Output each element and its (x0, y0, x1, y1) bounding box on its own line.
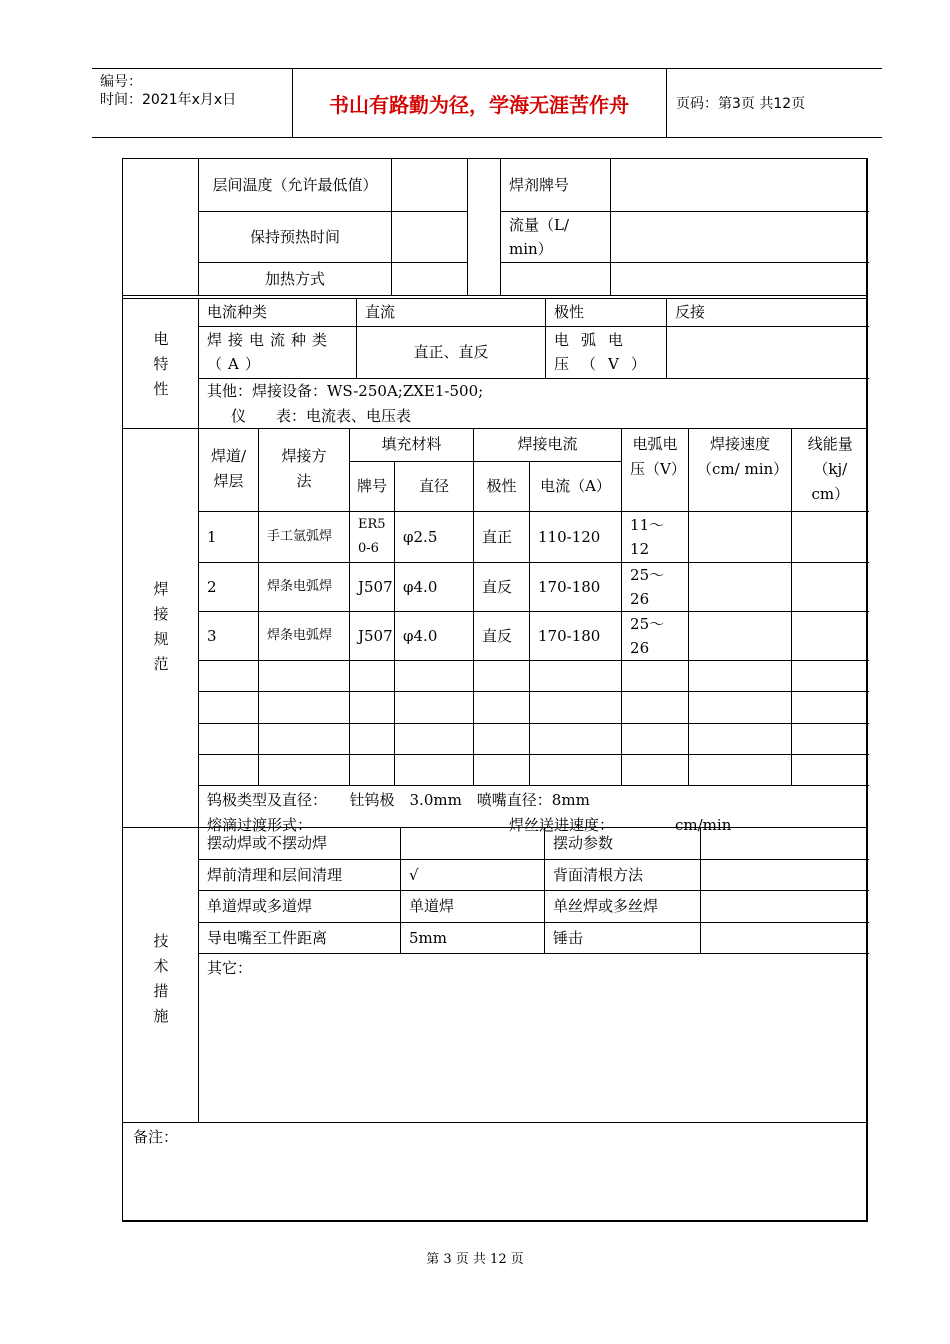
current-cell: 170-180 (530, 611, 622, 660)
flow-rate-label: 流量（L/ min） (501, 211, 611, 262)
table-row (199, 660, 869, 691)
empty-cell[interactable] (474, 660, 530, 691)
hold-preheat-label: 保持预热时间 (199, 211, 392, 262)
back-gouge-value[interactable] (701, 859, 869, 890)
empty-cell[interactable] (530, 723, 622, 754)
empty-cell[interactable] (259, 754, 350, 785)
procedure-label: 焊接规范 (153, 580, 169, 673)
polarity-cell: 直反 (474, 562, 530, 611)
electrical-label: 电特性 (153, 330, 169, 398)
heat-input-cell[interactable] (792, 511, 869, 562)
empty-cell[interactable] (395, 754, 474, 785)
technique-other-label: 其它： (207, 958, 253, 977)
table-row (199, 691, 869, 723)
preheat-table (198, 159, 869, 296)
hammering-label: 锤击 (545, 922, 701, 953)
method-header: 焊接方法 (259, 428, 350, 511)
empty-cell[interactable] (259, 723, 350, 754)
transfer-label: 熔滴过渡形式： (207, 815, 313, 834)
tungsten-line: 钨极类型及直径： 钍钨极 3.0mm 喷嘴直径：8mm (207, 790, 590, 809)
empty-cell[interactable] (530, 660, 622, 691)
wire-speed-label: 焊丝送进速度： (509, 815, 615, 834)
wire-count-value[interactable] (701, 890, 869, 922)
heat-input-cell[interactable] (792, 611, 869, 660)
flow-rate-value[interactable] (611, 211, 869, 262)
empty-cell[interactable] (689, 754, 792, 785)
voltage-cell: 25～26 (622, 562, 689, 611)
empty-cell[interactable] (350, 723, 395, 754)
time-label: 时间：2021年x月x日 (100, 92, 237, 108)
header-meta (100, 73, 236, 109)
polarity-header: 极性 (474, 461, 530, 511)
brand-cell: J507 (350, 611, 395, 660)
empty-cell[interactable] (689, 691, 792, 723)
empty-cell[interactable] (792, 660, 869, 691)
cleaning-value: √ (401, 859, 545, 890)
technique-other[interactable] (199, 953, 869, 1122)
speed-cell[interactable] (689, 611, 792, 660)
empty-cell[interactable] (395, 660, 474, 691)
empty-cell[interactable] (474, 754, 530, 785)
flux-brand-value[interactable] (611, 159, 869, 211)
polarity-label: 极性 (546, 298, 667, 326)
speed-cell[interactable] (689, 511, 792, 562)
table-row (199, 723, 869, 754)
pass-header: 焊道/焊层 (199, 428, 259, 511)
empty-cell[interactable] (622, 723, 689, 754)
empty-cell[interactable] (199, 660, 259, 691)
table-row (199, 611, 869, 660)
diameter-cell: φ4.0 (395, 611, 474, 660)
remarks-label: 备注： (133, 1128, 179, 1146)
technique-table (198, 827, 869, 1122)
brand-header: 牌号 (350, 461, 395, 511)
cleaning-label: 焊前清理和层间清理 (199, 859, 401, 890)
current-type-value: 直流 (357, 298, 546, 326)
weave-label: 摆动焊或不摆动焊 (199, 827, 401, 859)
weave-params-value[interactable] (701, 827, 869, 859)
header-motto: 书山有路勤为径，学海无涯苦作舟 (329, 92, 629, 117)
empty-cell[interactable] (259, 660, 350, 691)
single-multi-value: 单道焊 (401, 890, 545, 922)
voltage-cell: 25～26 (622, 611, 689, 660)
weld-current-label: 焊接电流种类（A） (199, 326, 357, 378)
polarity-cell: 直正 (474, 511, 530, 562)
gap-cell (468, 159, 501, 296)
wire-count-label: 单丝焊或多丝焊 (545, 890, 701, 922)
table-row (199, 562, 869, 611)
empty-cell[interactable] (350, 754, 395, 785)
electrical-table (198, 298, 869, 429)
empty-cell[interactable] (689, 660, 792, 691)
number-label: 编号： (100, 74, 142, 90)
weave-value[interactable] (401, 827, 545, 859)
empty-cell[interactable] (199, 691, 259, 723)
empty-cell[interactable] (474, 691, 530, 723)
speed-cell[interactable] (689, 562, 792, 611)
method-cell: 焊条电弧焊 (259, 611, 350, 660)
current-cell: 170-180 (530, 562, 622, 611)
weld-current-header: 焊接电流 (474, 428, 622, 461)
interpass-temp-label: 层间温度（允许最低值） (199, 159, 392, 211)
empty-cell[interactable] (474, 723, 530, 754)
pass-cell: 3 (199, 611, 259, 660)
meter-line: 仪 表：电流表、电压表 (231, 406, 412, 425)
hammering-value[interactable] (701, 922, 869, 953)
empty-cell[interactable] (350, 660, 395, 691)
heat-input-header: 线能量（kj/ cm） (792, 428, 869, 511)
diameter-cell: φ2.5 (395, 511, 474, 562)
diameter-cell: φ4.0 (395, 562, 474, 611)
pass-cell: 1 (199, 511, 259, 562)
polarity-cell: 直反 (474, 611, 530, 660)
ctwd-value: 5mm (401, 922, 545, 953)
weld-current-value: 直正、直反 (357, 326, 546, 378)
technique-label: 技术措施 (153, 932, 169, 1025)
page-header (92, 68, 882, 138)
empty-cell[interactable] (395, 691, 474, 723)
header-divider (666, 69, 667, 137)
header-page-info: 页码：第3页 共12页 (676, 96, 806, 112)
voltage-cell: 11～12 (622, 511, 689, 562)
weave-params-label: 摆动参数 (545, 827, 701, 859)
empty-cell[interactable] (530, 691, 622, 723)
empty-cell[interactable] (350, 691, 395, 723)
speed-header: 焊接速度（cm/ min） (689, 428, 792, 511)
current-type-label: 电流种类 (199, 298, 357, 326)
empty-cell[interactable] (622, 691, 689, 723)
arc-voltage-header: 电弧电压（V） (622, 428, 689, 511)
electrical-other (199, 378, 869, 429)
interpass-temp-value[interactable] (392, 159, 468, 211)
empty-cell[interactable] (622, 660, 689, 691)
back-gouge-label: 背面清根方法 (545, 859, 701, 890)
empty-cell[interactable] (395, 723, 474, 754)
ctwd-label: 导电嘴至工件距离 (199, 922, 401, 953)
empty-cell[interactable] (259, 691, 350, 723)
empty-cell[interactable] (199, 723, 259, 754)
brand-cell: ER50-6 (350, 511, 395, 562)
single-multi-label: 单道焊或多道焊 (199, 890, 401, 922)
equipment-line: 其他：焊接设备：WS-250A;ZXE1-500; (207, 381, 484, 400)
table-row (199, 511, 869, 562)
empty-cell[interactable] (689, 723, 792, 754)
blank-cell (611, 262, 869, 296)
diameter-header: 直径 (395, 461, 474, 511)
empty-cell[interactable] (792, 723, 869, 754)
heat-input-cell[interactable] (792, 562, 869, 611)
wire-speed-unit: cm/min (675, 815, 732, 834)
page-footer: 第 3 页 共 12 页 (426, 1252, 524, 1267)
procedure-table (198, 428, 869, 862)
pass-cell: 2 (199, 562, 259, 611)
method-cell: 焊条电弧焊 (259, 562, 350, 611)
hold-preheat-value[interactable] (392, 211, 468, 262)
table-row (199, 754, 869, 785)
blank-cell (501, 262, 611, 296)
brand-cell: J507 (350, 562, 395, 611)
arc-voltage-value[interactable] (667, 326, 869, 378)
empty-cell[interactable] (792, 754, 869, 785)
empty-cell[interactable] (530, 754, 622, 785)
filler-header: 填充材料 (350, 428, 474, 461)
heating-method-label: 加热方式 (199, 262, 392, 296)
empty-cell[interactable] (199, 754, 259, 785)
polarity-value: 反接 (667, 298, 869, 326)
heating-method-value[interactable] (392, 262, 468, 296)
section-divider (123, 1122, 868, 1123)
empty-cell[interactable] (622, 754, 689, 785)
method-cell: 手工氩弧焊 (259, 511, 350, 562)
welding-procedure-form (122, 158, 868, 1222)
current-header: 电流（A） (530, 461, 622, 511)
arc-voltage-label: 电弧电压（V） (546, 326, 667, 378)
empty-cell[interactable] (792, 691, 869, 723)
current-cell: 110-120 (530, 511, 622, 562)
flux-brand-label: 焊剂牌号 (501, 159, 611, 211)
